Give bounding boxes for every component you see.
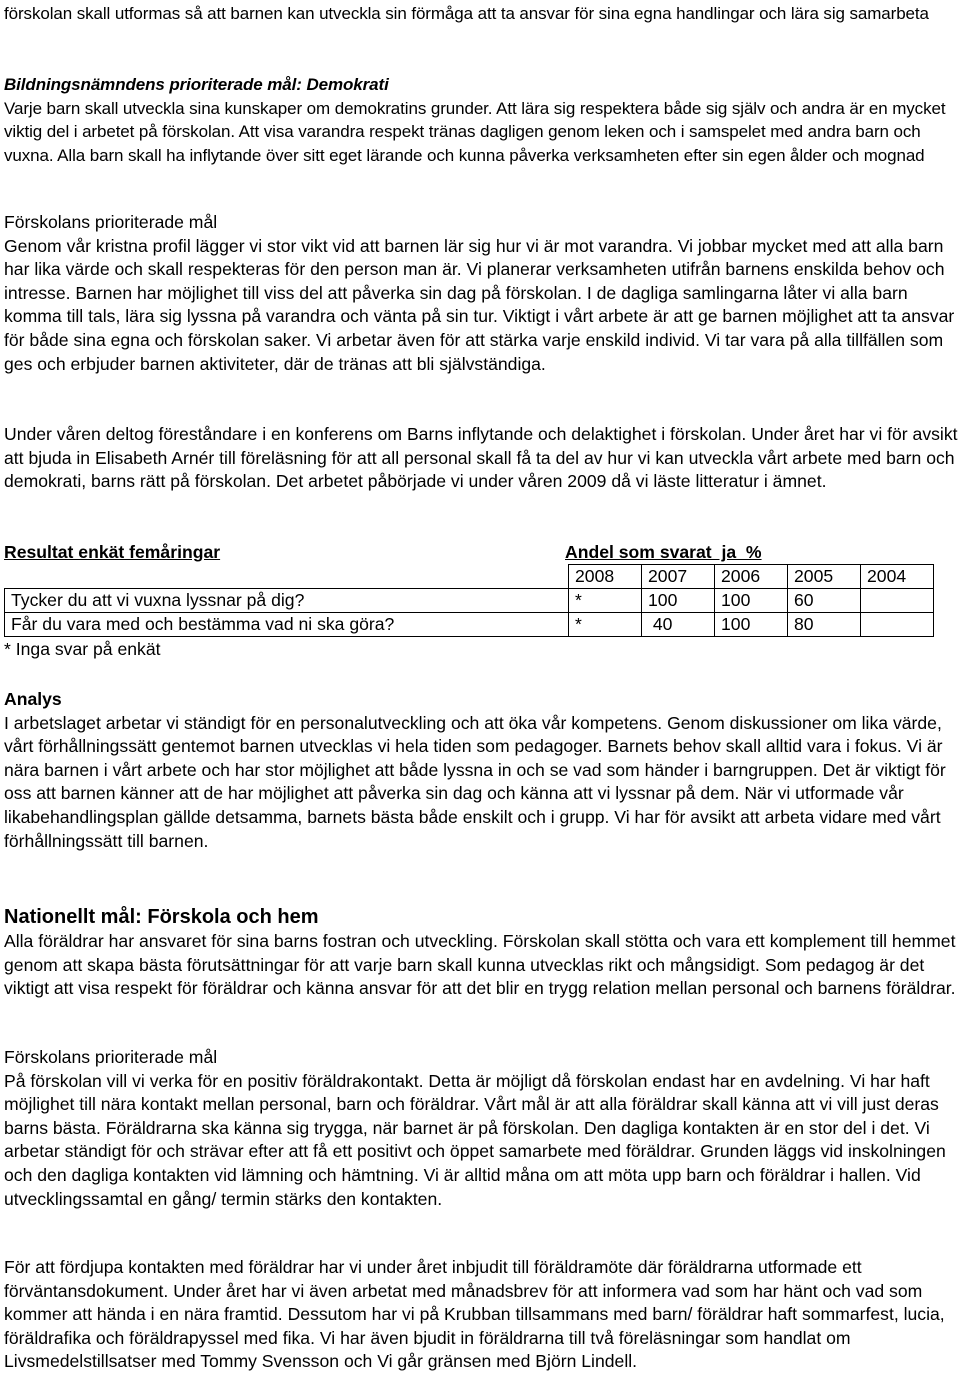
results-footnote: * Inga svar på enkät (4, 639, 161, 659)
section-body: På förskolan vill vi verka för en positiv föräldrakontakt. Detta är möjligt då förskolan endast har en avdelning. Vi har haft möjlighet till nära kontakt mellan personal, barn och föräldrar. Vårt mål är att alla föräldrar skall känna att vi vill just deras barns bästa. Föräldrarna ska känna sig trygga, när barnet är på förskolan. Den dagliga kontakten är en stor del i det. Vi arbetar ständigt för och strävar efter att få ett positivt och öppet samarbete med föräldrar. Grunden läggs vid inskolningen och den dagliga kontakten vid lämning och hämtning. Vi är alltid måna om att möta upp barn och föräldrar i hallen. Vid utvecklingssamtal en gång/ termin stärks den kontakten. (4, 1070, 946, 1209)
value-cell: * (569, 589, 642, 613)
table-corner (5, 565, 569, 589)
value-cell (861, 613, 934, 637)
section-body: I arbetslaget arbetar vi ständigt för en personalutveckling och att öka vår kompetens. Genom diskussioner om lika värde, vårt förhållningssätt gentemot barnen utvecklas vi hela tiden som pedagoger. Barnets behov skall alltid vara i fokus. Vi är nära barnen i vårt arbete och har stor möjlighet att både lyssna in och se vad som händer i barngruppen. Det är viktigt för oss att barnen känner att de har möjlighet att påverka sin dag och känna att vi lyssnar på dem. När vi utformade vår likabehandlingsplan gällde detsamma, barnets bästa både enskilt och i grupp. Vi har för avsikt att arbeta vidare med vårt förhållningssätt till barnen. (4, 712, 946, 851)
results-title: Resultat enkät femåringar (4, 542, 221, 562)
value-cell: 100 (642, 589, 715, 613)
section-prioriterade-2 (4, 1046, 958, 1211)
value-cell: * (569, 613, 642, 637)
results-table (4, 564, 934, 637)
paragraph-fordjupa: För att fördjupa kontakten med föräldrar har vi under året inbjudit till föräldramöte där föräldrarna utformade ett förväntansdokument. Under året har vi även arbetat med månadsbrev för att informera vad som har hänt och vad som kommer att hända i en nära framtid. Dessutom har vi på Krubban tillsammans med barn/ föräldrar haft sommarfest, lucia, föräldrafika och föräldrapyssel med fika. Vi har även bjudit in föräldrarna till två föreläsningar som handlat om Livsmedelstillsatser med Tommy Svensson och Vi går gränsen med Björn Lindell. (4, 1257, 945, 1372)
year-cell: 2008 (569, 565, 642, 589)
table-header-row (5, 565, 934, 589)
section-heading: Bildningsnämndens prioriterade mål: Demokrati (4, 75, 389, 94)
section-heading: Förskolans prioriterade mål (4, 1047, 218, 1067)
section-body: Alla föräldrar har ansvaret för sina barns fostran och utveckling. Förskolan skall stötta och vara ett komplement till hemmet genom att skapa bästa förutsättningar för att varje barn skall kunna utvecklas rikt och mångsidigt. Som pedagog är det viktigt att visa respekt för föräldrar och känna ansvar för att det blir en trygg relation mellan personal och barnens föräldrar. (4, 931, 956, 999)
table-row (5, 589, 934, 613)
section-analys (4, 688, 958, 853)
results-header (4, 541, 958, 565)
section-nationellt (4, 904, 958, 1001)
value-cell (861, 589, 934, 613)
value-cell: 80 (788, 613, 861, 637)
section-heading: Förskolans prioriterade mål (4, 212, 218, 232)
section-heading: Analys (4, 689, 62, 709)
year-cell: 2004 (861, 565, 934, 589)
value-cell: 40 (642, 613, 715, 637)
section-body: Varje barn skall utveckla sina kunskaper om demokratins grunder. Att lära sig respektera både sig själv och andra är en mycket viktig del i arbetet på förskolan. Att visa varandra respekt tränas dagligen genom leken och i samspelet med andra barn och vuxna. Alla barn skall ha inflytande över sitt eget lärande och kunna påverka verksamheten efter sin egen ålder och mognad (4, 98, 946, 165)
year-cell: 2005 (788, 565, 861, 589)
section-prioriterade-1 (4, 211, 958, 376)
table-row (5, 613, 934, 637)
year-cell: 2007 (642, 565, 715, 589)
section-demokrati (4, 73, 958, 167)
paragraph-konferens: Under våren deltog föreståndare i en konferens om Barns inflytande och delaktighet i förskolan. Under året har vi för avsikt att bjuda in Elisabeth Arnér till föreläsning för att all personal skall få ta del av hur vi kan utveckla vårt arbete med barn och demokrati, barns rätt på förskolan. Det arbetet påbörjade vi under våren 2009 då vi läste litteratur i ämnet. (4, 424, 958, 492)
value-cell: 100 (715, 613, 788, 637)
value-cell: 100 (715, 589, 788, 613)
section-body: Genom vår kristna profil lägger vi stor vikt vid att barnen lär sig hur vi är mot varandra. Vi jobbar mycket med att alla barn har lika värde och skall respekteras för den person man är. Vi planerar verksamheten utifrån barnens enskilda behov och intresse. Barnen har möjlighet till viss del att påverka sin dag på förskolan. I de dagliga samlingarna låter vi alla barn komma till tals, lära sig lyssna på varandra och vänta på sin tur. Viktigt i vårt arbete är att ge barnen möjlighet att ta ansvar för både sina egna och förskolan saker. Vi arbetar även för att stärka varje enskild individ. Vi tar vara på alla tillfällen som ges och erbjuder barnen aktiviteter, där de tränas att bli självständiga. (4, 235, 955, 374)
year-cell: 2006 (715, 565, 788, 589)
results-share-label: Andel som svarat ja % (565, 542, 762, 562)
value-cell: 60 (788, 589, 861, 613)
intro-text: förskolan skall utformas så att barnen kan utveckla sin förmåga att ta ansvar för sina egna handlingar och lära sig samarbeta (4, 4, 929, 23)
question-cell: Får du vara med och bestämma vad ni ska göra? (5, 613, 569, 637)
section-heading: Nationellt mål: Förskola och hem (4, 906, 319, 928)
question-cell: Tycker du att vi vuxna lyssnar på dig? (5, 589, 569, 613)
